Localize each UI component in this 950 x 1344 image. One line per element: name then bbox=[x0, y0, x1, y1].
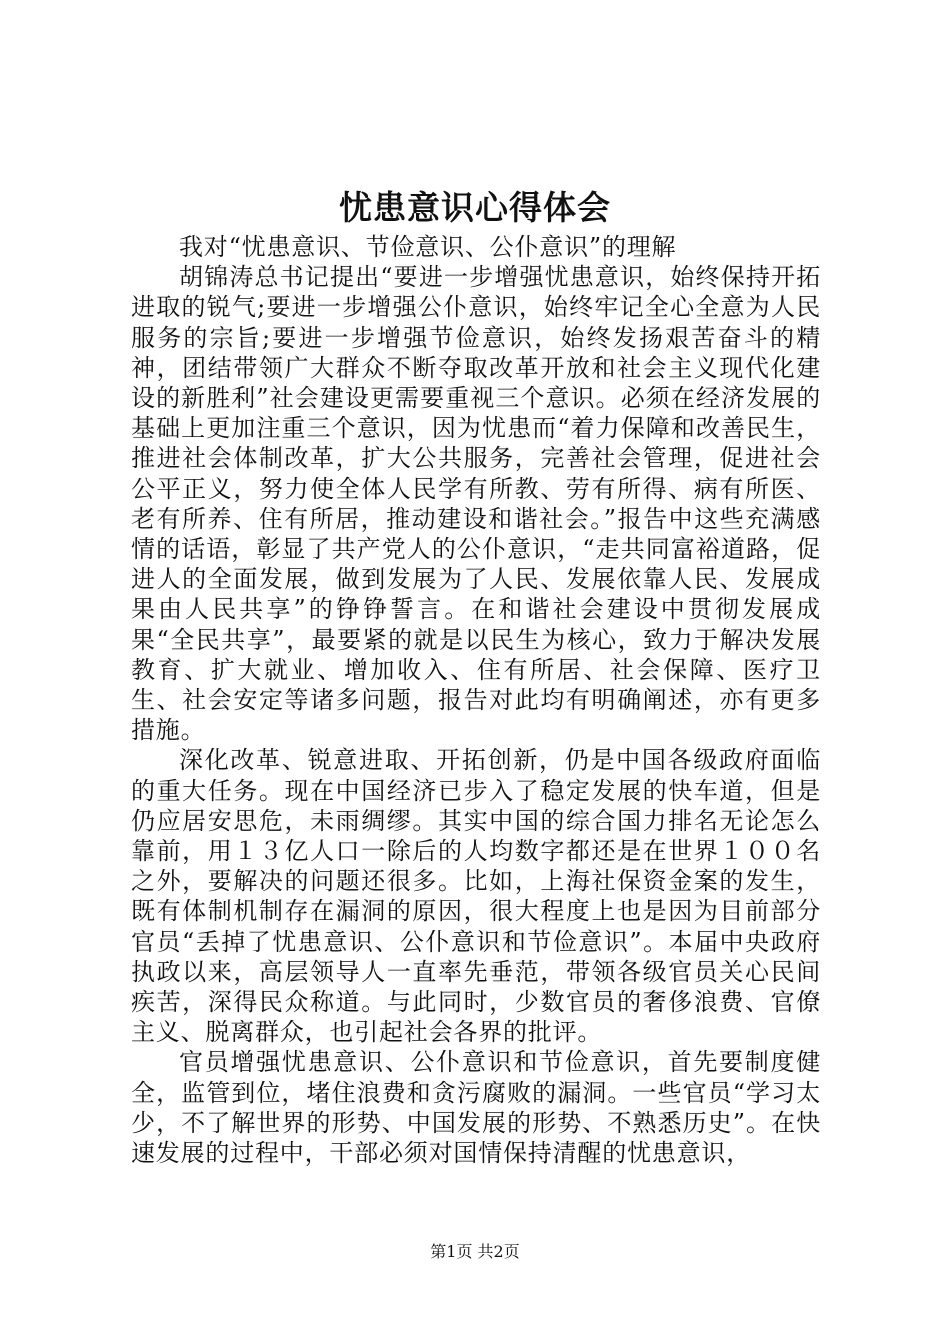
document-title: 忧患意识心得体会 bbox=[339, 188, 611, 227]
page-footer: 第1页 共2页 bbox=[430, 1242, 520, 1261]
paragraph: 胡锦涛总书记提出“要进一步增强忧患意识，始终保持开拓进取的锐气;要进一步增强公仆意识，始终牢记全心全意为人民服务的宗旨;要进一步增强节俭意识，始终发扬艰苦奋斗的精神，团结带领广大群众不断夺取改革开放和社会主义现代化建设的新胜利”社会建设更需要重视三个意识。必须在经济发展的基础上更加注重三个意识，因为忧患而“着力保障和改善民生，推进社会体制改革，扩大公共服务，完善社会管理，促进社会公平正义，努力使全体人民学有所教、劳有所得、病有所医、老有所养、住有所居，推动建设和谐社会。”报告中这些充满感情的话语，彰显了共产党人的公仆意识，“走共同富裕道路，促进人的全面发展，做到发展为了人民、发展依靠人民、发展成果由人民共享”的铮铮誓言。在和谐社会建设中贯彻发展成果“全民共享”，最要紧的就是以民生为核心，致力于解决发展教育、扩大就业、增加收入、住有所居、社会保障、医疗卫生、社会安定等诸多问题，报告对此均有明确阐述，亦有更多措施。 bbox=[131, 263, 821, 745]
paragraph: 深化改革、锐意进取、开拓创新，仍是中国各级政府面临的重大任务。现在中国经济已步入了稳定发展的快车道，但是仍应居安思危，未雨绸缪。其实中国的综合国力排名无论怎么靠前，用１３亿人口一除后的人均数字都还是在世界１００名之外，要解决的问题还很多。比如，上海社保资金案的发生，既有体制机制存在漏洞的原因，很大程度上也是因为目前部分官员“丢掉了忧患意识、公仆意识和节俭意识”。本届中央政府执政以来，高层领导人一直率先垂范，带领各级官员关心民间疾苦，深得民众称道。与此同时，少数官员的奢侈浪费、官僚主义、脱离群众，也引起社会各界的批评。 bbox=[131, 746, 821, 1047]
paragraph: 官员增强忧患意识、公仆意识和节俭意识，首先要制度健全，监管到位，堵住浪费和贪污腐败的漏洞。一些官员“学习太少，不了解世界的形势、中国发展的形势、不熟悉历史”。在快速发展的过程中，干部必须对国情保持清醒的忧患意识， bbox=[131, 1048, 821, 1168]
document-body bbox=[131, 232, 821, 1168]
paragraph-subtitle: 我对“忧患意识、节俭意识、公仆意识”的理解 bbox=[179, 233, 677, 261]
